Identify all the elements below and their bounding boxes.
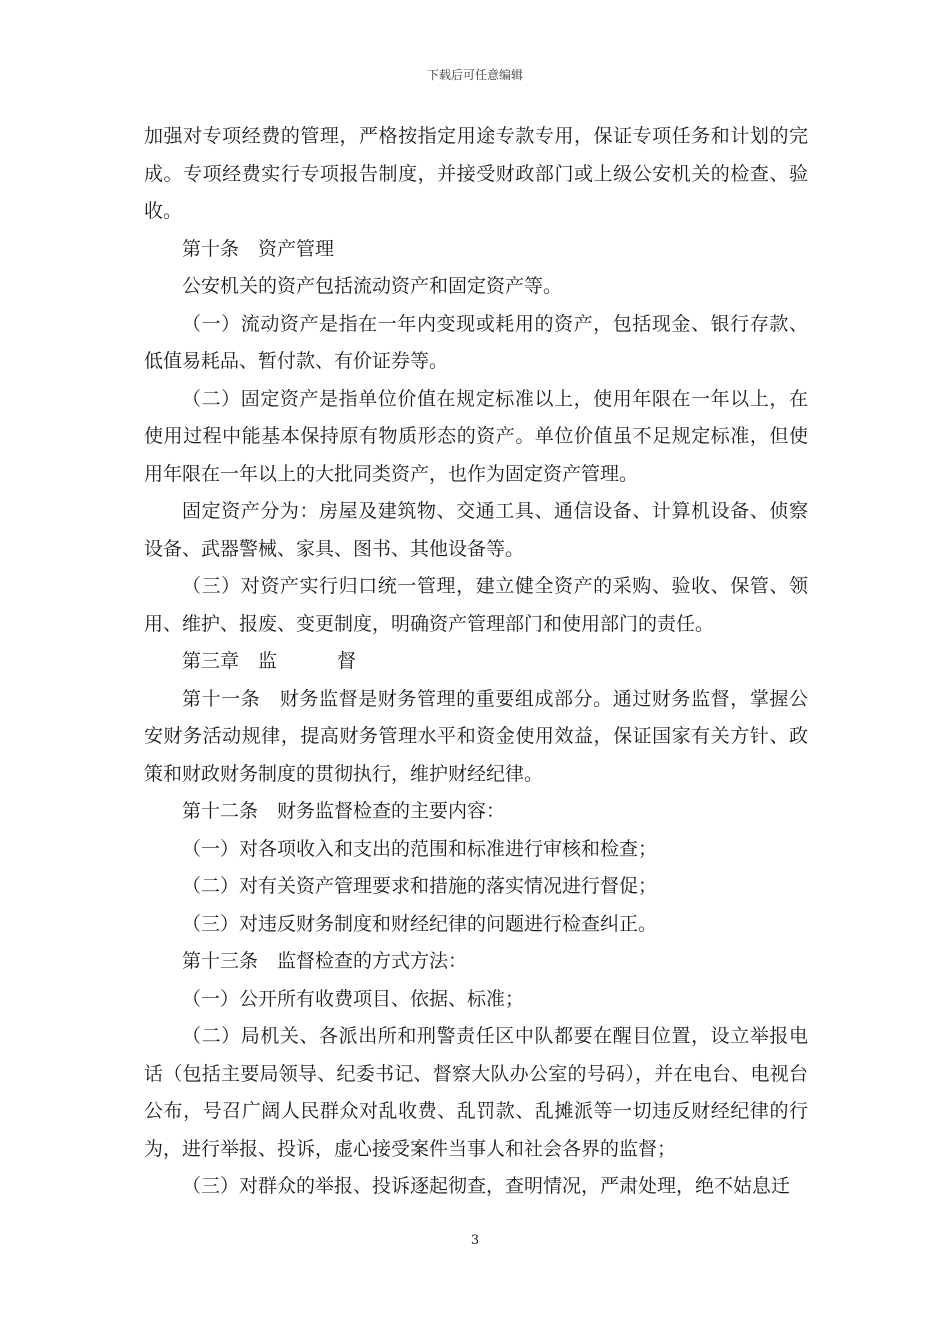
document-body <box>144 118 808 1206</box>
chapter-3-number: 第三章 监 <box>182 650 278 672</box>
chapter-3-title-end: 督 <box>337 650 357 672</box>
paragraph-fixed-assets-categories: 固定资产分为：房屋及建筑物、交通工具、通信设备、计算机设备、侦察设备、武器警械、家具、图书、其他设备等。 <box>144 500 808 560</box>
article-11: 第十一条 财务监督是财务管理的重要组成部分。通过财务监督，掌握公安财务活动规律，提高财务管理水平和资金使用效益，保证国家有关方针、政策和财政财务制度的贯彻执行，维护财经纪律。 <box>144 687 808 785</box>
article-12-item-3: （三）对违反财务制度和财经纪律的问题进行检查纠正。 <box>182 912 658 935</box>
article-13-item-1: （一）公开所有收费项目、依据、标准； <box>182 987 525 1010</box>
article-13-heading: 第十三条 监督检查的方式方法： <box>182 950 468 972</box>
article-13-item-2: （二）局机关、各派出所和刑警责任区中队都要在醒目位置，设立举报电话（包括主要局领导、纪委书记、督察大队办公室的号码），并在电台、电视台公布，号召广阔人民群众对乱收费、乱罚款、乱摊派等一切违反财经纪律的行为，进行举报、投诉，虚心接受案件当事人和社会各界的监督； <box>144 1025 808 1160</box>
chapter-3-heading <box>144 643 808 681</box>
page-header-note: 下载后可任意编辑 <box>426 68 523 82</box>
article-10-heading: 第十条 资产管理 <box>182 237 335 260</box>
article-12-heading: 第十二条 财务监督检查的主要内容： <box>182 800 506 822</box>
paragraph-fixed-assets: （二）固定资产是指单位价值在规定标准以上，使用年限在一年以上，在使用过程中能基本保持原有物质形态的资产。单位价值虽不足规定标准，但使用年限在一年以上的大批同类资产，也作为固定资产管理。 <box>144 387 808 485</box>
page-number: 3 <box>470 1233 480 1248</box>
paragraph-current-assets: （一）流动资产是指在一年内变现或耗用的资产，包括现金、银行存款、低值易耗品、暂付款、有价证券等。 <box>144 312 808 372</box>
article-12-item-1: （一）对各项收入和支出的范围和标准进行审核和检查； <box>182 837 658 860</box>
paragraph-special-funds: 加强对专项经费的管理，严格按指定用途专款专用，保证专项任务和计划的完成。专项经费实行专项报告制度，并接受财政部门或上级公安机关的检查、验收。 <box>144 125 808 222</box>
article-13-item-3: （三）对群众的举报、投诉逐起彻查，查明情况，严肃处理，绝不姑息迁 <box>182 1175 791 1197</box>
article-12-item-2: （二）对有关资产管理要求和措施的落实情况进行督促； <box>182 875 658 897</box>
paragraph-assets-intro: 公安机关的资产包括流动资产和固定资产等。 <box>182 275 563 297</box>
paragraph-asset-management: （三）对资产实行归口统一管理，建立健全资产的采购、验收、保管、领用、维护、报废、变更制度，明确资产管理部门和使用部门的责任。 <box>144 575 808 635</box>
